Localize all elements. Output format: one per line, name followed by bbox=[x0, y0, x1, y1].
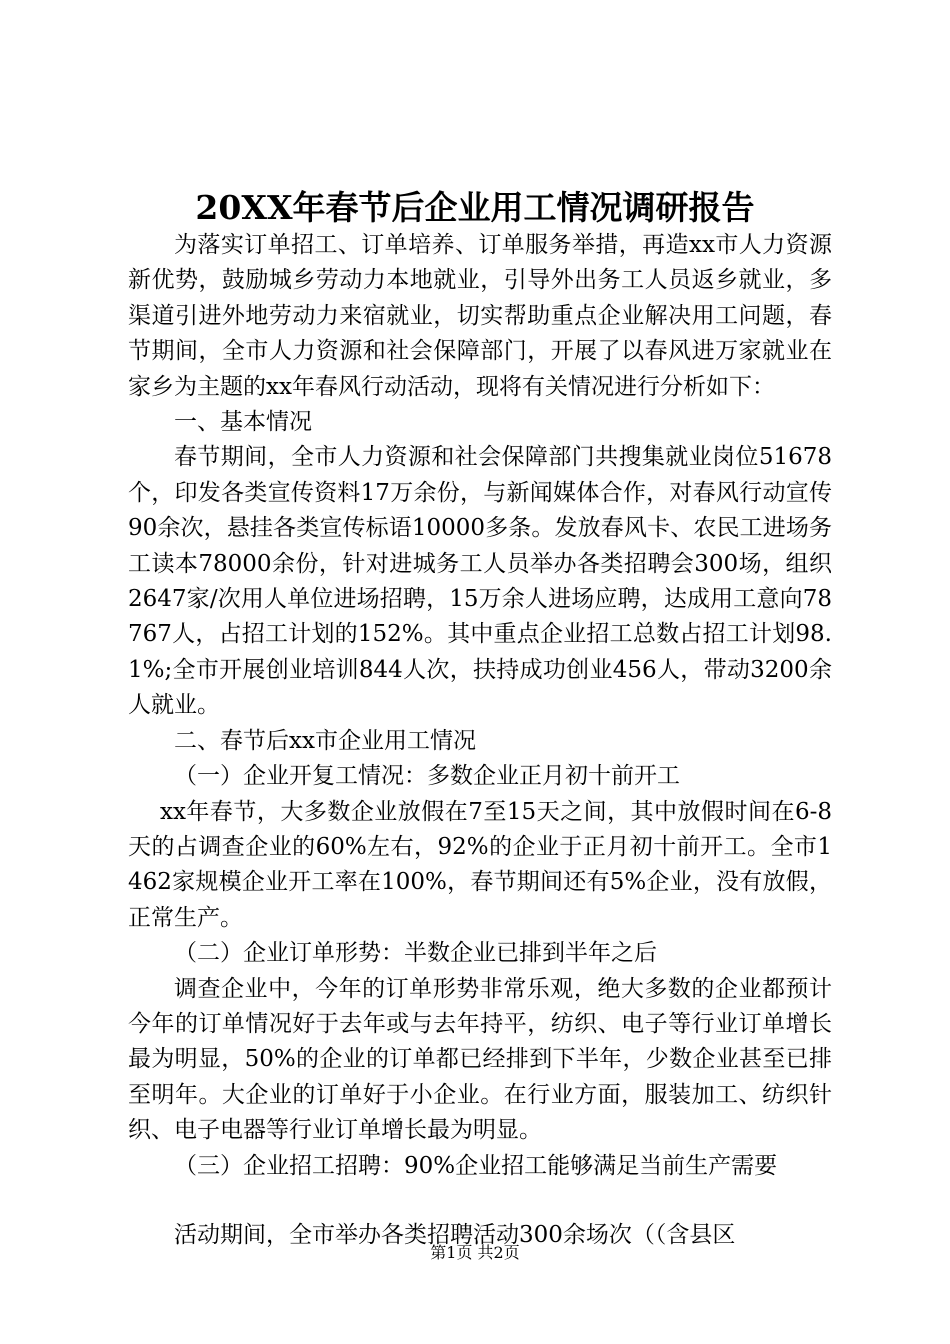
page-number-footer: 第1页 共2页 bbox=[430, 1243, 520, 1262]
subsection-heading-recruitment: （三）企业招工招聘：90%企业招工能够满足当前生产需要 bbox=[174, 1152, 778, 1179]
orders-paragraph: 调查企业中，今年的订单形势非常乐观，绝大多数的企业都预计今年的订单情况好于去年或与去年持平，纺织、电子等行业订单增长最为明显，50%的企业的订单都已经排到下半年，少数企业甚至已排至明年。大企业的订单好于小企业。在行业方面，服装加工、纺织针织、电子电器等行业订单增长最为明显。 bbox=[128, 975, 832, 1144]
document-title: 20XX年春节后企业用工情况调研报告 bbox=[195, 188, 755, 227]
resumption-paragraph: xx年春节，大多数企业放假在7至15天之间，其中放假时间在6-8天的占调查企业的60%左右，92%的企业于正月初十前开工。全市1462家规模企业开工率在100%，春节期间还有5%企业，没有放假，正常生产。 bbox=[128, 798, 832, 931]
section-heading-employment: 二、春节后xx市企业用工情况 bbox=[174, 727, 476, 754]
intro-paragraph: 为落实订单招工、订单培养、订单服务举措，再造xx市人力资源新优势，鼓励城乡劳动力本地就业，引导外出务工人员返乡就业，多渠道引进外地劳动力来宿就业，切实帮助重点企业解决用工问题，春节期间，全市人力资源和社会保障部门，开展了以春风进万家就业在家乡为主题的xx年春风行动活动，现将有关情况进行分析如下： bbox=[128, 232, 832, 400]
document-body bbox=[128, 228, 832, 1253]
section-heading-basic: 一、基本情况 bbox=[174, 409, 312, 436]
subsection-heading-resumption: （一）企业开复工情况：多数企业正月初十前开工 bbox=[174, 763, 680, 790]
recruitment-paragraph: 活动期间，全市举办各类招聘活动300余场次（（含县区 bbox=[174, 1221, 736, 1248]
subsection-heading-orders: （二）企业订单形势：半数企业已排到半年之后 bbox=[174, 940, 657, 967]
basic-situation-paragraph: 春节期间，全市人力资源和社会保障部门共搜集就业岗位51678个，印发各类宣传资料17万余份，与新闻媒体合作，对春风行动宣传90余次，悬挂各类宣传标语10000多条。发放春风卡、农民工进场务工读本78000余份，针对进城务工人员举办各类招聘会300场，组织2647家/次用人单位进场招聘，15万余人进场应聘，达成用工意向78767人，占招工计划的152%。其中重点企业招工总数占招工计划98.1%;全市开展创业培训844人次，扶持成功创业456人，带动3200余人就业。 bbox=[128, 444, 832, 719]
